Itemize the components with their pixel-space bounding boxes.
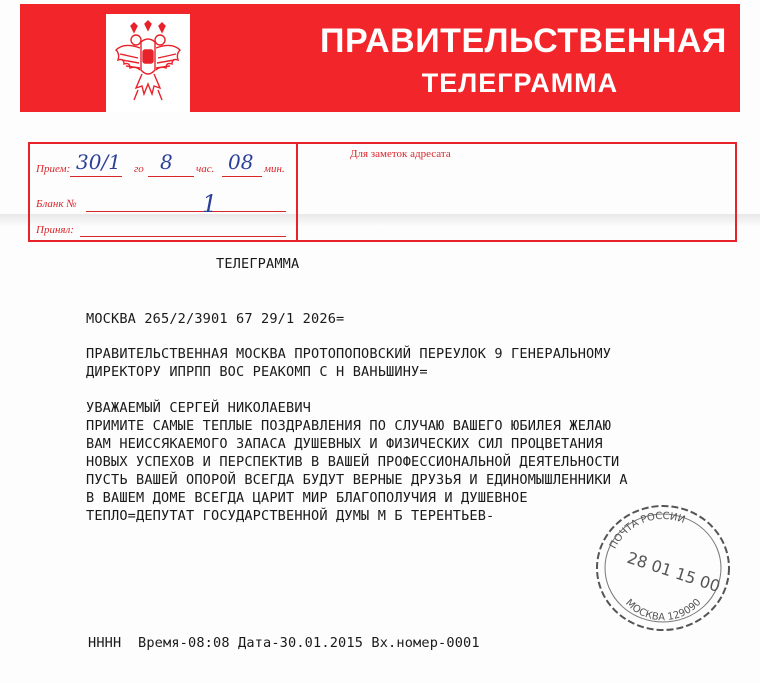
message-line: УВАЖАЕМЫЙ СЕРГЕЙ НИКОЛАЕВИЧ xyxy=(86,400,312,416)
blank-number-value: 1 xyxy=(202,190,218,218)
accepted-label: Принял: xyxy=(36,224,74,236)
header-title-line1: ПРАВИТЕЛЬСТВЕННАЯ xyxy=(320,22,727,60)
footer-line: НННН Время-08:08 Дата-30.01.2015 Вх.номер-0001 xyxy=(88,635,480,651)
year-label: го xyxy=(134,163,144,175)
route-line: МОСКВА 265/2/3901 67 29/1 2026= xyxy=(86,311,345,327)
message-line: ПУСТЬ ВАШЕЙ ОПОРОЙ ВСЕГДА БУДУТ ВЕРНЫЕ ДРУЗЬЯ И ЕДИНОМЫШЛЕННИКИ А xyxy=(86,472,628,488)
stamp-date: 28 01 15 00 xyxy=(624,548,723,596)
notes-label: Для заметок адресата xyxy=(350,148,451,160)
telegram-heading: ТЕЛЕГРАММА xyxy=(216,256,300,272)
message-line: ВАМ НЕИССЯКАЕМОГО ЗАПАСА ДУШЕВНЫХ И ФИЗИЧЕСКИХ СИЛ ПРОЦВЕТАНИЯ xyxy=(86,436,603,452)
blank-number-line xyxy=(86,211,286,212)
received-label: Прием: xyxy=(36,163,71,175)
reception-form xyxy=(28,142,737,242)
stamp-bottom-arc: МОСКВА 129090 xyxy=(623,596,704,624)
received-date-value: 30/1 xyxy=(76,150,121,174)
hour-value: 8 xyxy=(160,150,173,174)
header-title-line2: ТЕЛЕГРАММА xyxy=(421,68,619,98)
blank-label: Бланк № xyxy=(36,198,77,210)
red-header-banner xyxy=(20,4,740,112)
address-line: ПРАВИТЕЛЬСТВЕННАЯ МОСКВА ПРОТОПОПОВСКИЙ ПЕРЕУЛОК 9 ГЕНЕРАЛЬНОМУ xyxy=(86,346,612,362)
hour-line xyxy=(148,176,194,177)
coat-of-arms-icon xyxy=(112,20,184,106)
message-line: ТЕПЛО=ДЕПУТАТ ГОСУДАРСТВЕННОЙ ДУМЫ М Б ТЕРЕНТЬЕВ- xyxy=(86,508,495,524)
address-line: ДИРЕКТОРУ ИПРПП ВОС РЕАКОМП С Н ВАНЬШИНУ= xyxy=(86,364,428,380)
emblem-box xyxy=(106,14,190,112)
minute-label: мин. xyxy=(264,163,285,175)
stamp-top-arc: ПОЧТА РОССИИ xyxy=(607,510,687,551)
message-line: ПРИМИТЕ САМЫЕ ТЕПЛЫЕ ПОЗДРАВЛЕНИЯ ПО СЛУЧАЮ ВАШЕГО ЮБИЛЕЯ ЖЕЛАЮ xyxy=(86,418,612,434)
postmark-stamp xyxy=(588,500,738,634)
hour-label: час. xyxy=(196,163,215,175)
message-line: НОВЫХ УСПЕХОВ И ПЕРСПЕКТИВ В ВАШЕЙ ПРОФЕССИОНАЛЬНОЙ ДЕЯТЕЛЬНОСТИ xyxy=(86,454,620,470)
minute-line xyxy=(222,176,262,177)
message-line: В ВАШЕМ ДОМЕ ВСЕГДА ЦАРИТ МИР БЛАГОПОЛУЧИЯ И ДУШЕВНОЕ xyxy=(86,490,528,506)
accepted-line xyxy=(80,236,286,237)
received-date-line xyxy=(70,176,122,177)
minute-value: 08 xyxy=(228,150,254,174)
reception-fields xyxy=(30,144,298,240)
